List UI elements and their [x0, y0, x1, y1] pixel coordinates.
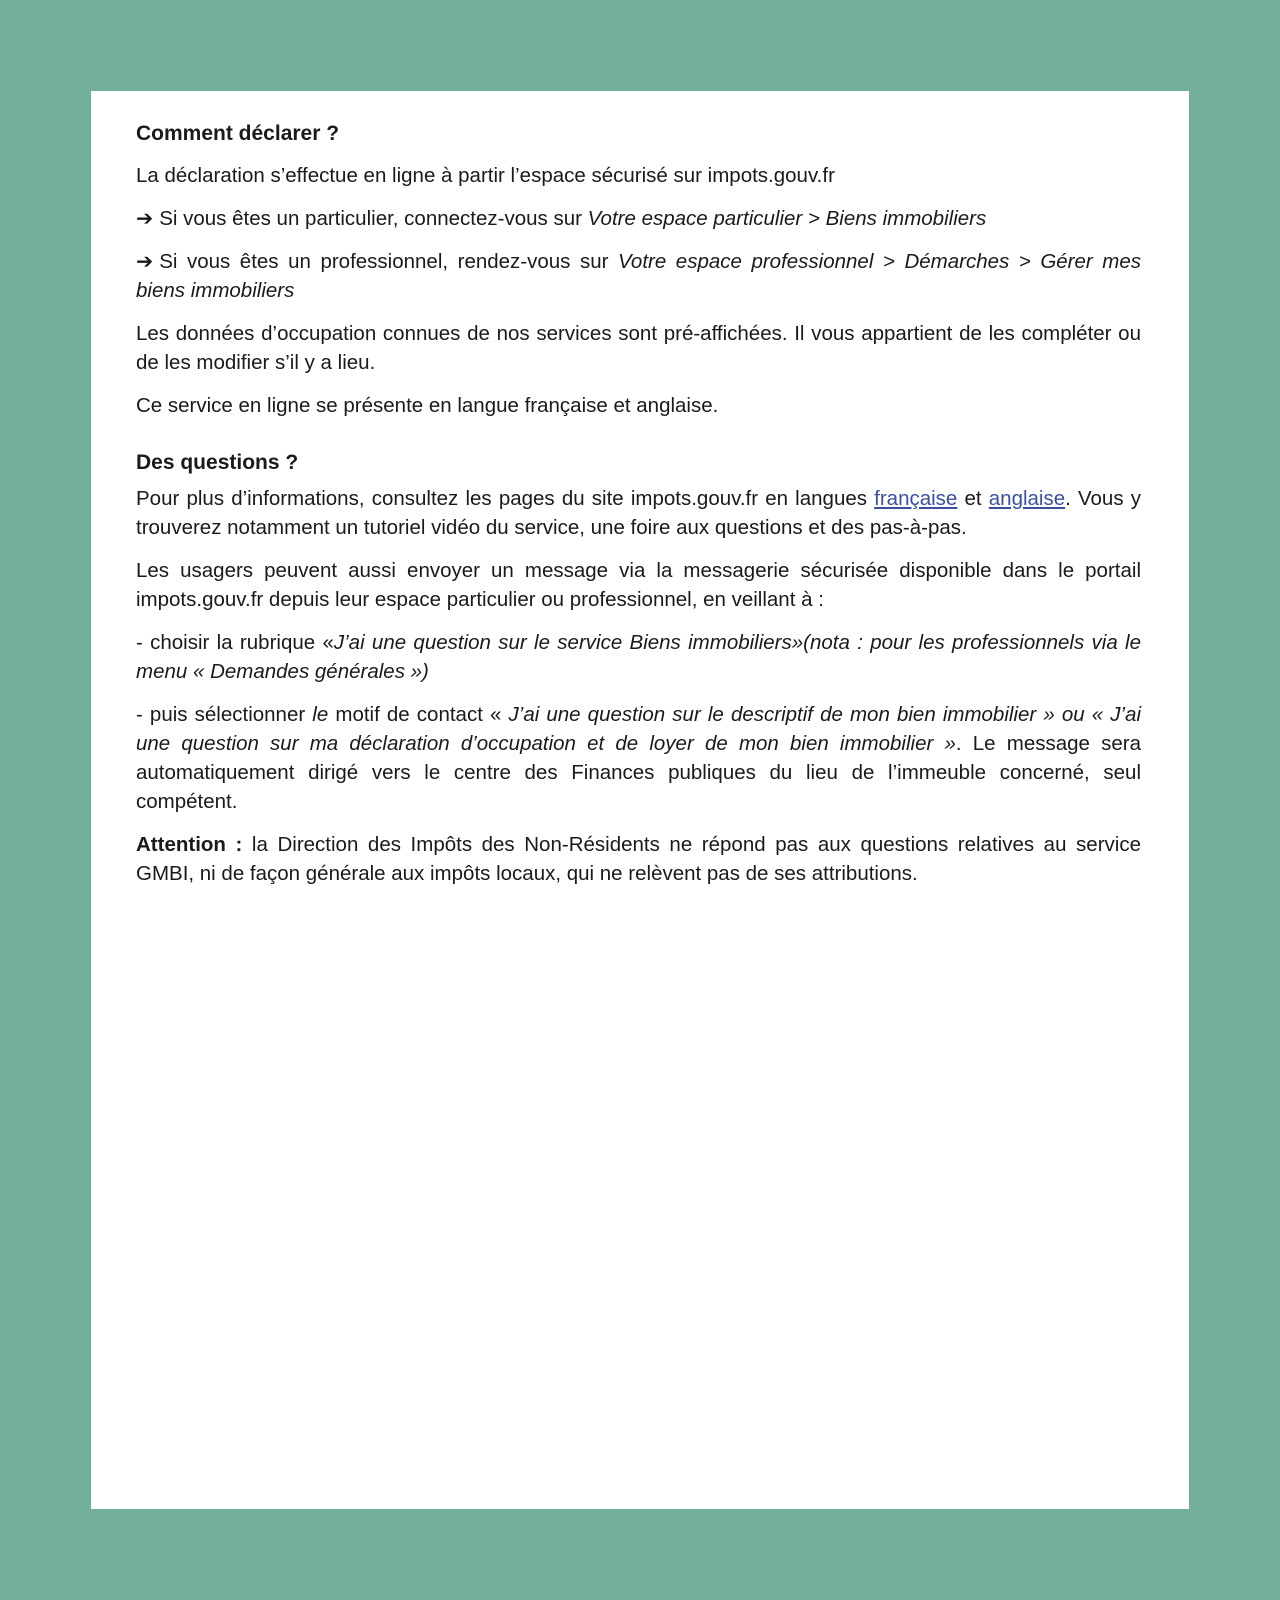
info-text-start: Pour plus d’informations, consultez les pages du site impots.gouv.fr en langues [136, 487, 875, 510]
bullet-particulier [136, 204, 1141, 233]
link-english[interactable]: anglaise [988, 487, 1066, 510]
instruction-item-rubrique-prefix: - choisir la rubrique « [136, 631, 334, 654]
instruction-item-motif-le: le [312, 703, 329, 726]
info-text-and: et [957, 487, 989, 510]
info-paragraph [136, 484, 1141, 542]
section-heading-how-to-declare: Comment déclarer ? [136, 122, 340, 145]
info-text-end: . Vous y trouverez notamment un tutoriel vidéo du service, une foire aux questions et des pas-à-pas. [136, 487, 1141, 539]
instruction-item-rubrique [136, 628, 1141, 686]
attention-text: la Direction des Impôts des Non-Résidents ne répond pas aux questions relatives au service GMBI, ni de façon générale aux impôts locaux, qui ne relèvent pas de ses attributions. [136, 833, 1141, 885]
link-french[interactable]: française [874, 487, 958, 510]
instruction-item-motif-mid: motif de contact « [328, 703, 509, 726]
languages-paragraph: Ce service en ligne se présente en langue française et anglaise. [136, 394, 719, 417]
arrow-right-icon: ➔ [136, 207, 154, 230]
messaging-paragraph: Les usagers peuvent aussi envoyer un message via la messagerie sécurisée disponible dans le portail impots.gouv.fr depuis leur espace particulier ou professionnel, en veillant à : [136, 559, 1141, 611]
document-body [136, 119, 1141, 888]
attention-label: Attention : [136, 833, 243, 856]
section-heading-questions: Des questions ? [136, 451, 299, 474]
instruction-item-motif [136, 700, 1141, 816]
bullet-professionnel-text: Si vous êtes un professionnel, rendez-vous sur [159, 250, 619, 273]
bullet-particulier-text: Si vous êtes un particulier, connectez-vous sur [159, 207, 588, 230]
bullet-particulier-path: Votre espace particulier > Biens immobiliers [587, 207, 987, 230]
document-page [91, 91, 1189, 1509]
arrow-right-icon: ➔ [136, 250, 154, 273]
occupation-paragraph: Les données d’occupation connues de nos services sont pré-affichées. Il vous appartient de les compléter ou de les modifier s’il y a lieu. [136, 322, 1141, 374]
attention-paragraph [136, 830, 1141, 888]
instruction-item-motif-prefix: - puis sélectionner [136, 703, 313, 726]
instruction-item-motif-text: J’ai une question sur le descriptif de mon bien immobilier » ou « J’ai une question sur ma déclaration d’occupation et de loyer de mon bien immobilier » [136, 703, 1142, 755]
intro-paragraph: La déclaration s’effectue en ligne à partir l’espace sécurisé sur impots.gouv.fr [136, 164, 835, 187]
instruction-item-rubrique-text: J’ai une question sur le service Biens immobiliers»(nota : pour les professionnels via le menu « Demandes générales ») [136, 631, 1141, 683]
bullet-professionnel [136, 247, 1141, 305]
instruction-item-motif-suffix: . Le message sera automatiquement dirigé vers le centre des Finances publiques du lieu de l’immeuble concerné, seul compétent. [136, 732, 1141, 813]
bullet-professionnel-path: Votre espace professionnel > Démarches > Gérer mes biens immobiliers [136, 250, 1141, 302]
